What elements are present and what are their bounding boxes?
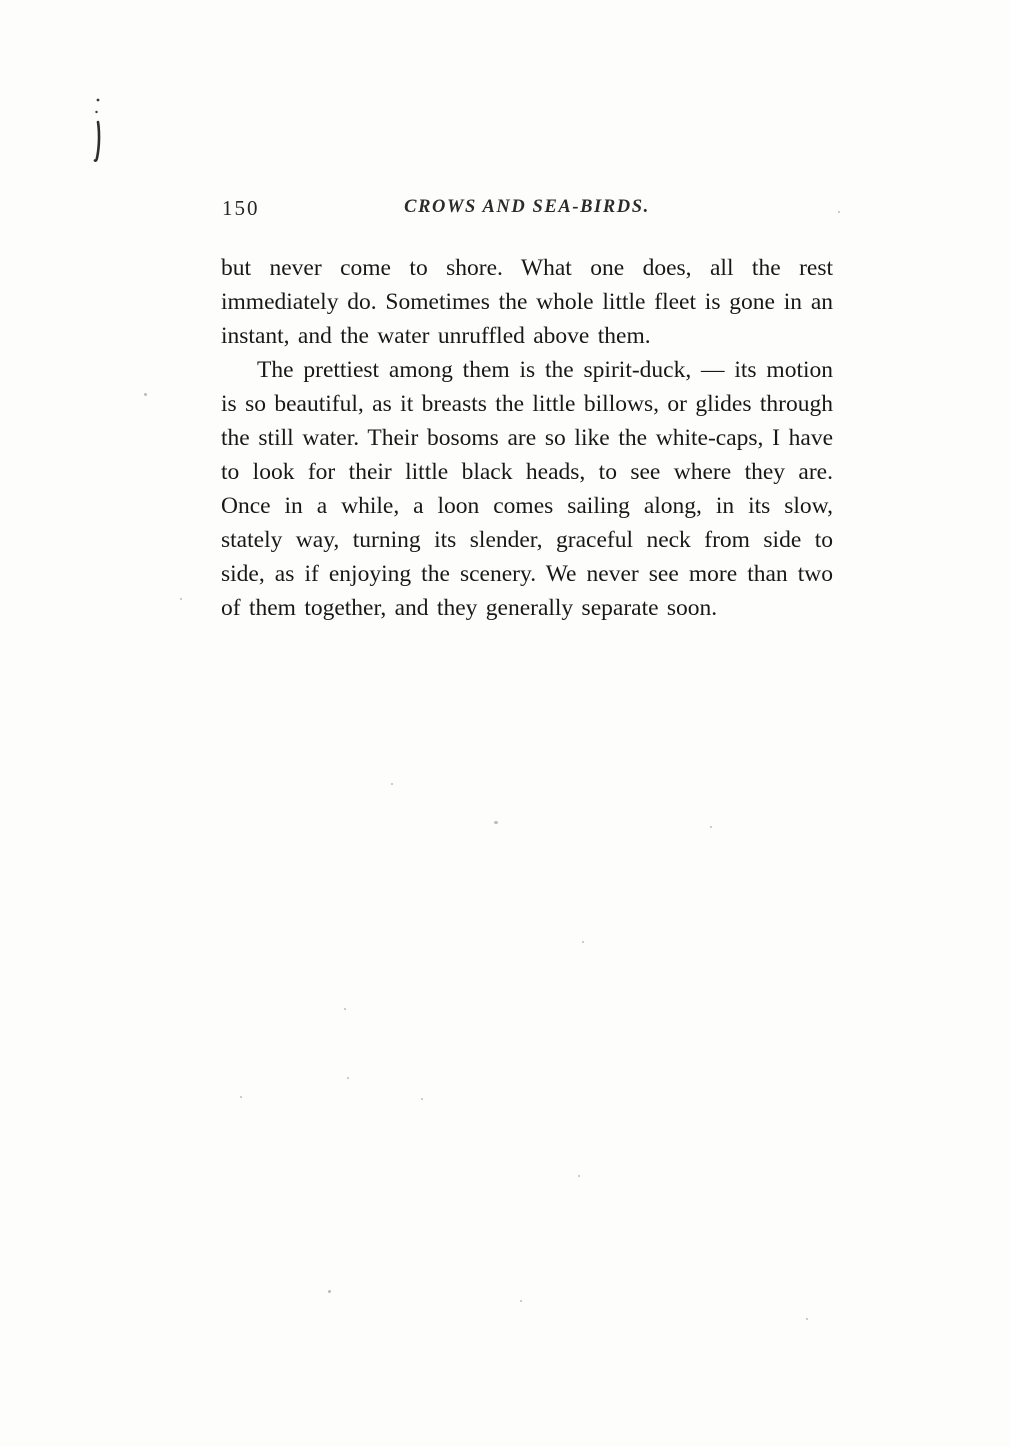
page-header xyxy=(222,194,832,222)
scan-speck xyxy=(328,1290,331,1293)
scan-speck xyxy=(240,1096,242,1098)
scan-speck xyxy=(838,211,840,213)
scan-speck xyxy=(144,393,147,396)
scan-speck xyxy=(494,821,498,824)
page-number: 150 xyxy=(222,196,260,220)
scan-speck xyxy=(180,598,182,600)
scan-speck xyxy=(347,1077,349,1079)
scan-speck xyxy=(344,1008,346,1010)
paragraph: but never come to shore. What one does, all the rest immediately do. Sometimes the whole little fleet is gone in an instant, and the water unruffled above them. xyxy=(221,255,833,349)
scan-speck xyxy=(421,1098,423,1100)
page-body xyxy=(221,251,833,625)
scan-speck xyxy=(520,1300,522,1302)
scan-speck xyxy=(578,1175,580,1177)
scan-speck xyxy=(710,826,712,828)
scan-speck xyxy=(582,941,584,943)
scan-speck xyxy=(391,783,393,785)
ink-mark xyxy=(88,96,108,166)
running-title: CROWS AND SEA-BIRDS. xyxy=(404,197,650,217)
paragraph: The prettiest among them is the spirit-duck, — its motion is so beautiful, as it breasts the little billows, or glides through the still water. Their bosoms are so like the white-caps, I have to look for their little black heads, to see where they are. Once in a while, a loon comes sailing along, in its slow, stately way, turning its slender, graceful neck from side to side, as if enjoying the scenery. We never see more than two of them together, and they generally separate soon. xyxy=(221,357,833,621)
scan-speck xyxy=(806,1318,808,1320)
